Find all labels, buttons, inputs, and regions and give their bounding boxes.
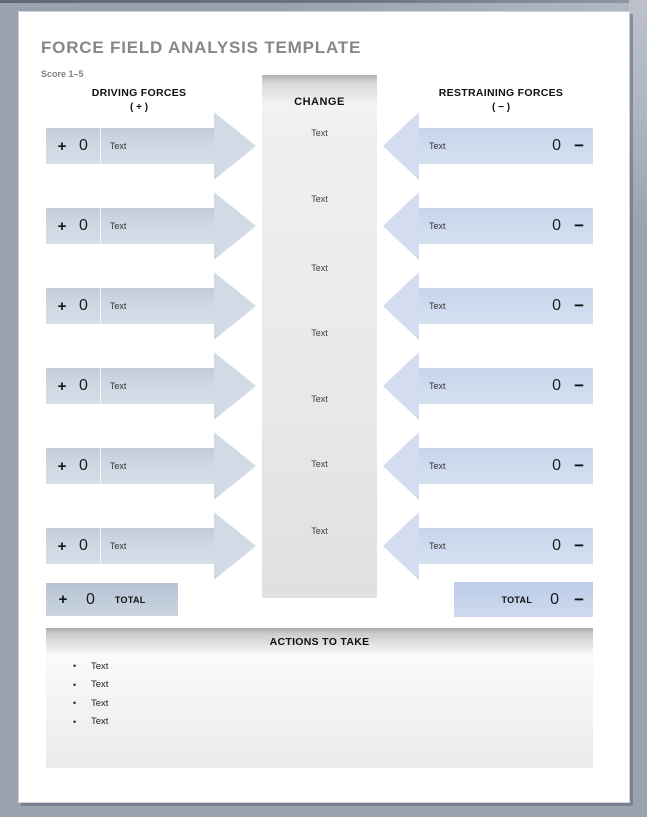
actions-to-take-panel <box>46 628 593 768</box>
driving-forces-title: DRIVING FORCES <box>91 87 187 99</box>
restraining-arrow-body <box>419 528 593 564</box>
driving-total-box <box>46 583 178 616</box>
actions-header: ACTIONS TO TAKE <box>269 636 370 648</box>
plus-icon: + <box>57 537 67 555</box>
label-field[interactable]: Text <box>429 141 446 151</box>
action-item <box>73 657 583 676</box>
label-field[interactable]: Text <box>109 541 127 551</box>
restraining-arrow-body <box>419 288 593 324</box>
change-item-field[interactable]: Text <box>311 263 328 273</box>
label-field[interactable]: Text <box>429 461 446 471</box>
restraining-force-row <box>19 112 619 180</box>
restraining-total-label: TOTAL <box>501 594 533 605</box>
change-item-field[interactable]: Text <box>311 526 328 536</box>
restraining-force-row <box>19 352 619 420</box>
restraining-arrow-body <box>419 448 593 484</box>
label-field[interactable]: Text <box>109 381 127 391</box>
label-field[interactable]: Text <box>429 541 446 551</box>
restraining-total-box <box>454 582 593 617</box>
action-item <box>73 676 583 695</box>
minus-icon: − <box>574 216 584 235</box>
bullet-icon: • <box>73 716 77 727</box>
action-item <box>73 694 583 713</box>
bullet-icon: • <box>73 698 77 709</box>
change-header: CHANGE <box>294 96 345 108</box>
window-frame-highlight <box>629 0 647 230</box>
restraining-arrow-body <box>419 368 593 404</box>
score-field[interactable]: 0 <box>79 377 88 394</box>
minus-icon: − <box>574 456 584 475</box>
plus-icon: + <box>57 217 67 235</box>
score-field[interactable]: 0 <box>552 537 562 554</box>
label-field[interactable]: Text <box>429 221 446 231</box>
plus-icon: + <box>57 457 67 475</box>
change-item-field[interactable]: Text <box>311 194 328 204</box>
restraining-forces-title: RESTRAINING FORCES <box>438 87 564 99</box>
plus-icon: + <box>57 377 67 395</box>
score-field[interactable]: 0 <box>552 137 562 154</box>
left-arrow-head-icon <box>383 432 419 500</box>
restraining-total-score[interactable]: 0 <box>550 590 560 608</box>
change-item-field[interactable]: Text <box>311 394 328 404</box>
score-field[interactable]: 0 <box>79 297 88 314</box>
plus-sign-label: ( + ) <box>129 102 149 113</box>
action-item-field[interactable]: Text <box>91 660 109 672</box>
label-field[interactable]: Text <box>109 461 127 471</box>
minus-sign-label: ( − ) <box>491 102 511 113</box>
action-item <box>73 713 583 732</box>
restraining-force-row <box>19 272 619 340</box>
score-field[interactable]: 0 <box>552 297 562 314</box>
action-item-field[interactable]: Text <box>91 679 109 691</box>
change-item-field[interactable]: Text <box>311 328 328 338</box>
minus-icon: − <box>574 536 584 555</box>
score-note: Score 1–5 <box>41 69 84 79</box>
label-field[interactable]: Text <box>109 221 127 231</box>
bullet-icon: • <box>73 661 77 672</box>
plus-icon: + <box>57 137 67 155</box>
action-item-field[interactable]: Text <box>91 716 109 728</box>
score-field[interactable]: 0 <box>79 457 88 474</box>
label-field[interactable]: Text <box>429 301 446 311</box>
minus-icon: − <box>574 136 584 155</box>
label-field[interactable]: Text <box>429 381 446 391</box>
left-arrow-head-icon <box>383 512 419 580</box>
page-title: FORCE FIELD ANALYSIS TEMPLATE <box>41 38 362 57</box>
driving-forces-header <box>46 87 232 113</box>
change-item-field[interactable]: Text <box>311 128 328 138</box>
plus-icon: + <box>57 297 67 315</box>
score-field[interactable]: 0 <box>79 537 88 554</box>
left-arrow-head-icon <box>383 272 419 340</box>
actions-list <box>73 657 583 731</box>
minus-icon: − <box>574 296 584 315</box>
score-field[interactable]: 0 <box>79 217 88 234</box>
label-field[interactable]: Text <box>109 141 127 151</box>
label-field[interactable]: Text <box>109 301 127 311</box>
restraining-force-row <box>19 192 619 260</box>
score-field[interactable]: 0 <box>552 377 562 394</box>
action-item-field[interactable]: Text <box>91 697 109 709</box>
plus-icon: + <box>58 591 68 608</box>
left-arrow-head-icon <box>383 192 419 260</box>
change-item-field[interactable]: Text <box>311 459 328 469</box>
restraining-arrow-body <box>419 208 593 244</box>
score-field[interactable]: 0 <box>79 137 88 154</box>
restraining-force-row <box>19 432 619 500</box>
bullet-icon: • <box>73 679 77 690</box>
driving-total-label: TOTAL <box>114 594 146 605</box>
restraining-arrow-body <box>419 128 593 164</box>
restraining-forces-header <box>419 87 583 113</box>
minus-icon: − <box>574 376 584 395</box>
score-field[interactable]: 0 <box>552 457 562 474</box>
driving-total-score[interactable]: 0 <box>86 590 95 608</box>
left-arrow-head-icon <box>383 352 419 420</box>
restraining-force-row <box>19 512 619 580</box>
score-field[interactable]: 0 <box>552 217 562 234</box>
left-arrow-head-icon <box>383 112 419 180</box>
document-page <box>18 11 630 803</box>
minus-icon: − <box>574 589 584 609</box>
